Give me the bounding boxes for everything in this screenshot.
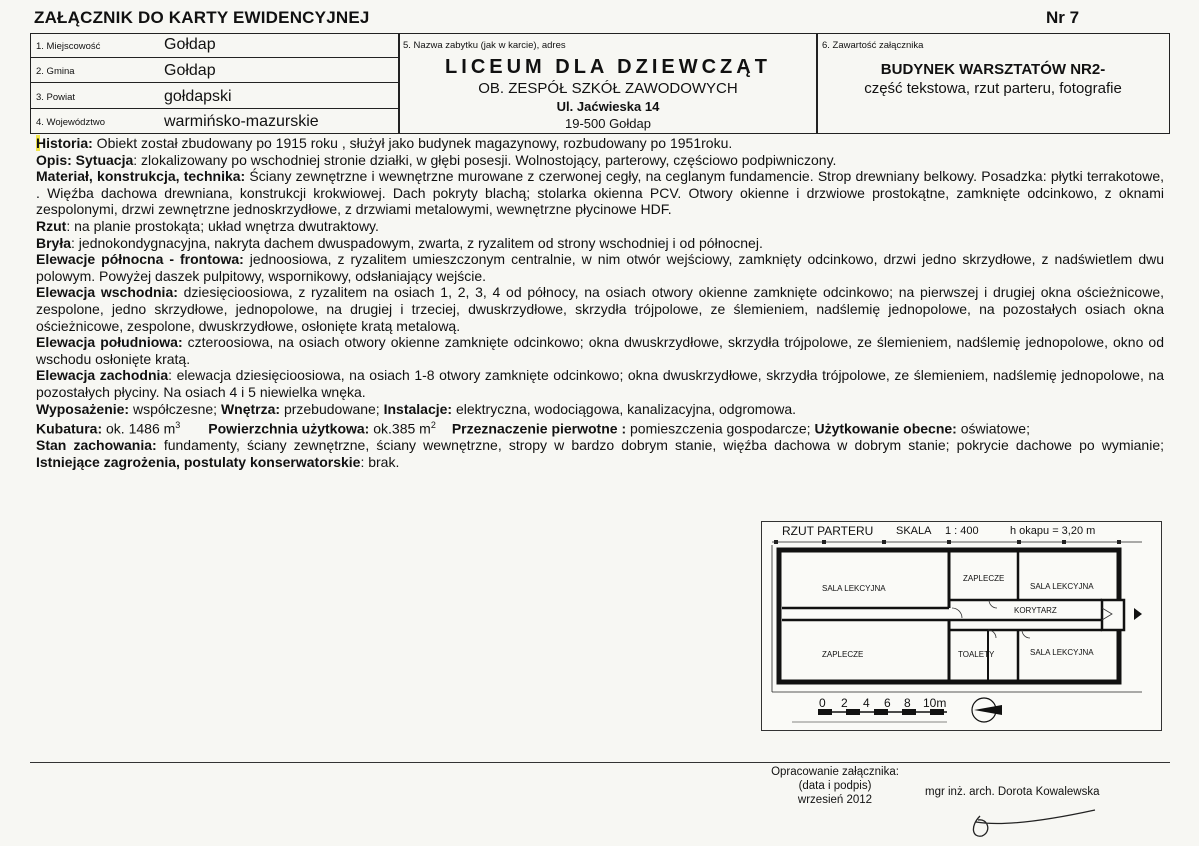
plan-title: RZUT PARTERU <box>782 524 874 538</box>
field-label-nazwa: 5. Nazwa zabytku (jak w karcie), adres <box>403 40 566 51</box>
paragraph-bryla <box>36 235 1164 252</box>
field-value-wojewodztwo: warmińsko-mazurskie <box>164 113 319 130</box>
text-elewacja-polnocna: jednoosiowa, z ryzalitem umieszczonym centralnie, w nim otwór wejściowy, zamknięty odcinkowo, drzwi jedno skrzydłowe, z nadświetlem dwu polowym. Powyżej daszek pulpitowy, wspornikowy, odsłaniający wejście. <box>36 251 1165 284</box>
footer-date: wrzesień 2012 <box>797 794 873 806</box>
paragraph-elewacja-poludniowa <box>36 334 1164 367</box>
field-value-gmina: Gołdap <box>164 62 216 79</box>
room-label: SALA LEKCYJNA <box>822 584 886 593</box>
plan-scale-label: SKALA <box>896 525 932 537</box>
label-wnetrza: Wnętrza: <box>220 400 281 417</box>
room-label: TOALETY <box>958 650 995 659</box>
label-material: Materiał, konstrukcja, technika: <box>36 168 246 185</box>
floor-plan <box>761 521 1162 731</box>
footer-date-sign-label: (data i podpis) <box>798 780 872 792</box>
scale-bar-tick: 8 <box>904 696 911 710</box>
paragraph-stan <box>36 437 1164 470</box>
scale-bar-tick: 2 <box>841 696 848 710</box>
attachment-number: Nr 7 <box>1046 8 1080 27</box>
field-value-miejscowosc: Gołdap <box>164 36 216 53</box>
attachment-content-title: BUDYNEK WARSZTATÓW NR2- <box>880 61 1106 78</box>
text-stan: fundamenty, ściany zewnętrzne, ściany wewnętrzne, stropy w bardzo dobrym stanie, więźba dachowa w dobrym stanie; pokrycie dachowe po wymianie; <box>156 437 1164 454</box>
room-label: ZAPLECZE <box>963 574 1005 583</box>
paragraph-elewacja-zachodnia <box>36 367 1164 400</box>
paragraph-historia <box>36 135 1164 152</box>
field-label: 3. Powiat <box>36 92 76 103</box>
field-label-zawartosc: 6. Zawartość załącznika <box>822 40 924 51</box>
room-label: KORYTARZ <box>1014 606 1057 615</box>
label-zagrozenia: Istniejące zagrożenia, postulaty konserwatorskie <box>36 453 361 470</box>
paragraph-opis <box>36 152 1164 169</box>
label-kubatura: Kubatura: <box>36 420 103 437</box>
text-powierzchnia: ok.385 m <box>369 420 431 437</box>
paragraph-rzut <box>36 218 1164 235</box>
text-historia: Obiekt został zbudowany po 1915 roku , służył jako budynek magazynowy, rozbudowany po 1951roku. <box>92 135 733 151</box>
monument-postcode: 19-500 Gołdap <box>564 116 651 131</box>
label-elewacja-polnocna: Elewacje północna - frontowa: <box>36 251 244 268</box>
label-bryla: Bryła <box>36 234 72 251</box>
room-label: SALA LEKCYJNA <box>1030 582 1094 591</box>
scale-bar-tick: 0 <box>819 696 826 710</box>
field-value-powiat: gołdapski <box>164 88 232 105</box>
footer-prepared-label: Opracowanie załącznika: <box>771 766 899 778</box>
text-instalacje: elektryczna, wodociągowa, kanalizacyjna, odgromowa. <box>452 400 797 417</box>
label-stan: Stan zachowania: <box>36 437 157 454</box>
label-powierzchnia: Powierzchnia użytkowa: <box>208 420 370 437</box>
plan-eave-height: h okapu = 3,20 m <box>1010 525 1096 537</box>
footer-divider <box>30 762 1170 763</box>
scale-bar-tick: 6 <box>884 696 891 710</box>
scale-bar-tick: 4 <box>863 696 870 710</box>
footer-author: mgr inż. arch. Dorota Kowalewska <box>925 786 1100 798</box>
monument-name: LICEUM DLA DZIEWCZĄT <box>445 56 771 78</box>
paragraph-elewacja-wschodnia <box>36 284 1164 334</box>
text-uzytkowanie: oświatowe; <box>956 420 1030 437</box>
text-bryla: : jednokondygnacyjna, nakryta dachem dwuspadowym, zwarta, z ryzalitem od strony wschodniej i od północnej. <box>71 234 763 251</box>
label-rzut: Rzut <box>36 217 67 234</box>
label-instalacje: Instalacje: <box>383 400 453 417</box>
room-label: SALA LEKCYJNA <box>1030 648 1094 657</box>
paragraph-elewacja-polnocna <box>36 251 1164 284</box>
paragraph-kubatura <box>36 417 1164 437</box>
text-elewacja-wschodnia: dziesięcioosiowa, z ryzalitem na osiach 1, 2, 3, 4 od północy, na osiach otwory okienne zamknięte odcinkowo; na pierwszej i drugiej okna ościeżnicowe, zespolone, jedno skrzydłowe, jednopolowe, na drugiej i trzeciej, dwuskrzydłowe, skrzydła trójpolowe, ze ślemieniem, nadślemię jednopolowe, na pozostałych osiach okna ościeżnicowe, zespolone, dwuskrzydłowe, osłonięte kratą metalową. <box>36 284 1164 334</box>
superscript: 3 <box>175 420 181 431</box>
field-row-wojewodztwo <box>30 109 398 134</box>
label-wyposazenie: Wyposażenie: <box>36 400 130 417</box>
label-historia: Historia: <box>36 135 93 151</box>
text-elewacja-zachodnia: : elewacja dziesięcioosiowa, na osiach 1-8 otwory zamknięte odcinkowo; okna dwuskrzydłowe, skrzydła trójpolowe, ze ślemieniem, nadślemię jednopolowe, na pozostałych płyciny. Na osiach 4 i 5 niewielka wnęka. <box>36 367 1164 400</box>
plan-scale: 1 : 400 <box>945 525 979 537</box>
field-row-miejscowosc <box>30 33 398 58</box>
signature-icon <box>960 802 1100 842</box>
text-wyposazenie: współczesne; <box>129 400 221 417</box>
label-elewacja-zachodnia: Elewacja zachodnia <box>36 367 169 384</box>
text-rzut: : na planie prostokąta; układ wnętrza dwutraktowy. <box>66 217 379 234</box>
label-opis: Opis: Sytuacja <box>36 151 134 168</box>
text-opis: : zlokalizowany po wschodniej stronie działki, w głębi posesji. Wolnostojący, parterowy, częściowo podpiwniczony. <box>133 151 837 168</box>
text-przeznaczenie: pomieszczenia gospodarcze; <box>626 420 815 437</box>
text-material: Ściany zewnętrzne i wewnętrzne murowane z czerwonej cegły, na ceglanym fundamencie. Strop drewniany belkowy. Posadzka: płytki terrakotowe, . Więźba dachowa drewniana, konstrukcji krokwiowej. Dach pokryty blachą; stolarka okienna PCV. Otwory okienne i drzwiowe prostokątne, zamknięte odcinkowo, z oknami zespolonymi, drzwi zewnętrzne jednoskrzydłowe, z drzwiami metalowymi, wewnętrzne płycinowe HDF. <box>36 168 1164 218</box>
label-przeznaczenie: Przeznaczenie pierwotne : <box>451 420 627 437</box>
label-uzytkowanie: Użytkowanie obecne: <box>814 420 957 437</box>
room-label: ZAPLECZE <box>822 650 864 659</box>
text-elewacja-poludniowa: czteroosiowa, na osiach otwory okienne zamknięte odcinkowo; okna dwuskrzydłowe, skrzydła trójpolowe, ze ślemieniem, nadślemię jednopolowe, okno od wschodu osłonięte kratą. <box>36 334 1164 367</box>
location-fields <box>30 33 398 134</box>
field-row-powiat <box>30 83 398 109</box>
field-row-gmina <box>30 58 398 83</box>
scale-bar-tick: 10m <box>923 696 947 710</box>
description-text <box>36 135 1164 471</box>
superscript: 2 <box>430 420 436 431</box>
document-title: ZAŁĄCZNIK DO KARTY EWIDENCYJNEJ <box>34 8 370 27</box>
field-label: 2. Gmina <box>36 66 75 77</box>
paragraph-material <box>36 168 1164 218</box>
field-label: 4. Województwo <box>36 117 105 128</box>
text-zagrozenia: : brak. <box>360 453 400 470</box>
monument-street: Ul. Jaćwieska 14 <box>556 99 660 114</box>
paragraph-wyposazenie <box>36 401 1164 418</box>
label-elewacja-poludniowa: Elewacja południowa: <box>36 334 183 351</box>
field-label: 1. Miejscowość <box>36 41 101 52</box>
text-wnetrza: przebudowane; <box>280 400 384 417</box>
text-kubatura: ok. 1486 m <box>102 420 176 437</box>
label-elewacja-wschodnia: Elewacja wschodnia: <box>36 284 178 301</box>
attachment-content-desc: część tekstowa, rzut parteru, fotografie <box>864 80 1122 97</box>
monument-subname: OB. ZESPÓŁ SZKÓŁ ZAWODOWYCH <box>478 80 738 97</box>
